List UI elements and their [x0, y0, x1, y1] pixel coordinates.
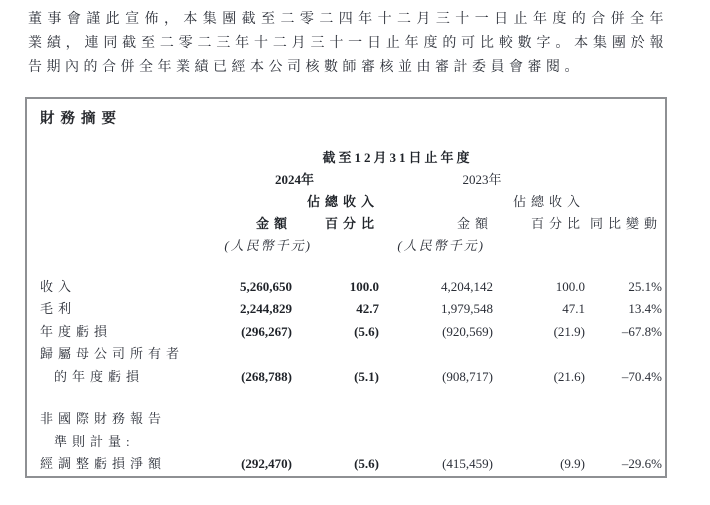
pct-2023: (21.6) — [553, 368, 586, 384]
row-label: 非國際財務報告 — [40, 411, 167, 426]
amount-2024: 2,244,829 — [240, 301, 292, 316]
pct-2024: 42.7 — [356, 301, 379, 316]
amount-2024: (292,470) — [241, 456, 292, 471]
table-row-adjusted-net-loss — [40, 450, 662, 473]
header-share-row — [40, 188, 662, 210]
amount-2023: (908,717) — [442, 368, 493, 384]
yoy-change: –29.6% — [621, 456, 663, 471]
yoy-change: –70.4% — [621, 368, 663, 384]
amount-2023: 4,204,142 — [441, 278, 493, 294]
col-header-year-2023: 2023年 — [462, 172, 502, 187]
yoy-change: 13.4% — [628, 301, 663, 316]
col-header-share-2024: 佔總收入 — [306, 194, 379, 209]
amount-2023: 1,979,548 — [441, 301, 493, 316]
table-row-non-ifrs-caption-2 — [40, 427, 662, 450]
pct-2023: 100.0 — [555, 278, 586, 294]
table-row-non-ifrs-caption-1 — [40, 405, 662, 428]
pct-2023: (9.9) — [560, 456, 586, 471]
intro-line-3: 告期內的合併全年業績已經本公司核數師審核並由審計委員會審閱。 — [28, 60, 583, 75]
row-label: 的年度虧損 — [54, 368, 145, 384]
col-header-pct-2023: 百分比 — [531, 216, 586, 231]
pct-2024: 100.0 — [349, 278, 379, 294]
header-years-row — [40, 166, 662, 188]
col-header-yoy: 同比變動 — [590, 216, 663, 231]
amount-2024: (296,267) — [241, 323, 292, 339]
table-row-attributable-caption — [40, 340, 662, 363]
section-title: 財務摘要 — [40, 111, 122, 127]
col-header-pct-2024: 百分比 — [324, 216, 379, 231]
col-header-share-2023: 佔總收入 — [513, 194, 586, 209]
pct-2023: 47.1 — [562, 301, 586, 316]
pct-2023: (21.9) — [553, 323, 586, 339]
amount-2023: (920,569) — [442, 323, 493, 339]
row-label: 歸屬母公司所有者 — [40, 346, 185, 361]
spacer-row — [40, 385, 662, 405]
header-currency-row — [40, 232, 662, 254]
col-header-period: 截至12月31日止年度 — [322, 150, 473, 165]
col-header-year-2024: 2024年 — [274, 172, 314, 187]
intro-paragraph — [28, 8, 668, 80]
spacer-row — [40, 254, 662, 272]
pct-2024: (5.1) — [354, 368, 379, 384]
row-label: 毛利 — [40, 301, 77, 316]
financial-summary-box — [25, 97, 667, 478]
row-label: 年度虧損 — [40, 323, 113, 339]
intro-line-1: 董事會謹此宣佈，本集團截至二零二四年十二月三十一日止年度的合併全年 — [28, 12, 668, 27]
amount-2023: (415,459) — [442, 456, 493, 471]
row-label: 收入 — [40, 278, 77, 294]
table-row-revenue — [40, 272, 662, 295]
table-row-attributable-loss — [40, 362, 662, 385]
table-row-gross-profit — [40, 295, 662, 318]
header-measures-row — [40, 210, 662, 232]
row-label: 準則計量: — [54, 433, 135, 449]
amount-2024: (268,788) — [241, 368, 292, 384]
financial-summary-table — [40, 144, 662, 472]
col-header-amount-2023: 金額 — [456, 216, 493, 231]
row-label: 經調整虧損淨額 — [40, 456, 167, 471]
table-row-loss-for-year — [40, 317, 662, 340]
currency-note-2023: (人民幣千元) — [397, 238, 485, 253]
header-period-row — [40, 144, 662, 166]
currency-note-2024: (人民幣千元) — [224, 238, 312, 253]
col-header-amount-2024: 金額 — [255, 216, 292, 231]
pct-2024: (5.6) — [354, 323, 379, 339]
pct-2024: (5.6) — [354, 456, 379, 471]
amount-2024: 5,260,650 — [240, 278, 292, 294]
yoy-change: –67.8% — [621, 323, 663, 339]
intro-line-2: 業績，連同截至二零二三年十二月三十一日止年度的可比較數字。本集團於報 — [28, 36, 668, 51]
yoy-change: 25.1% — [628, 278, 663, 294]
